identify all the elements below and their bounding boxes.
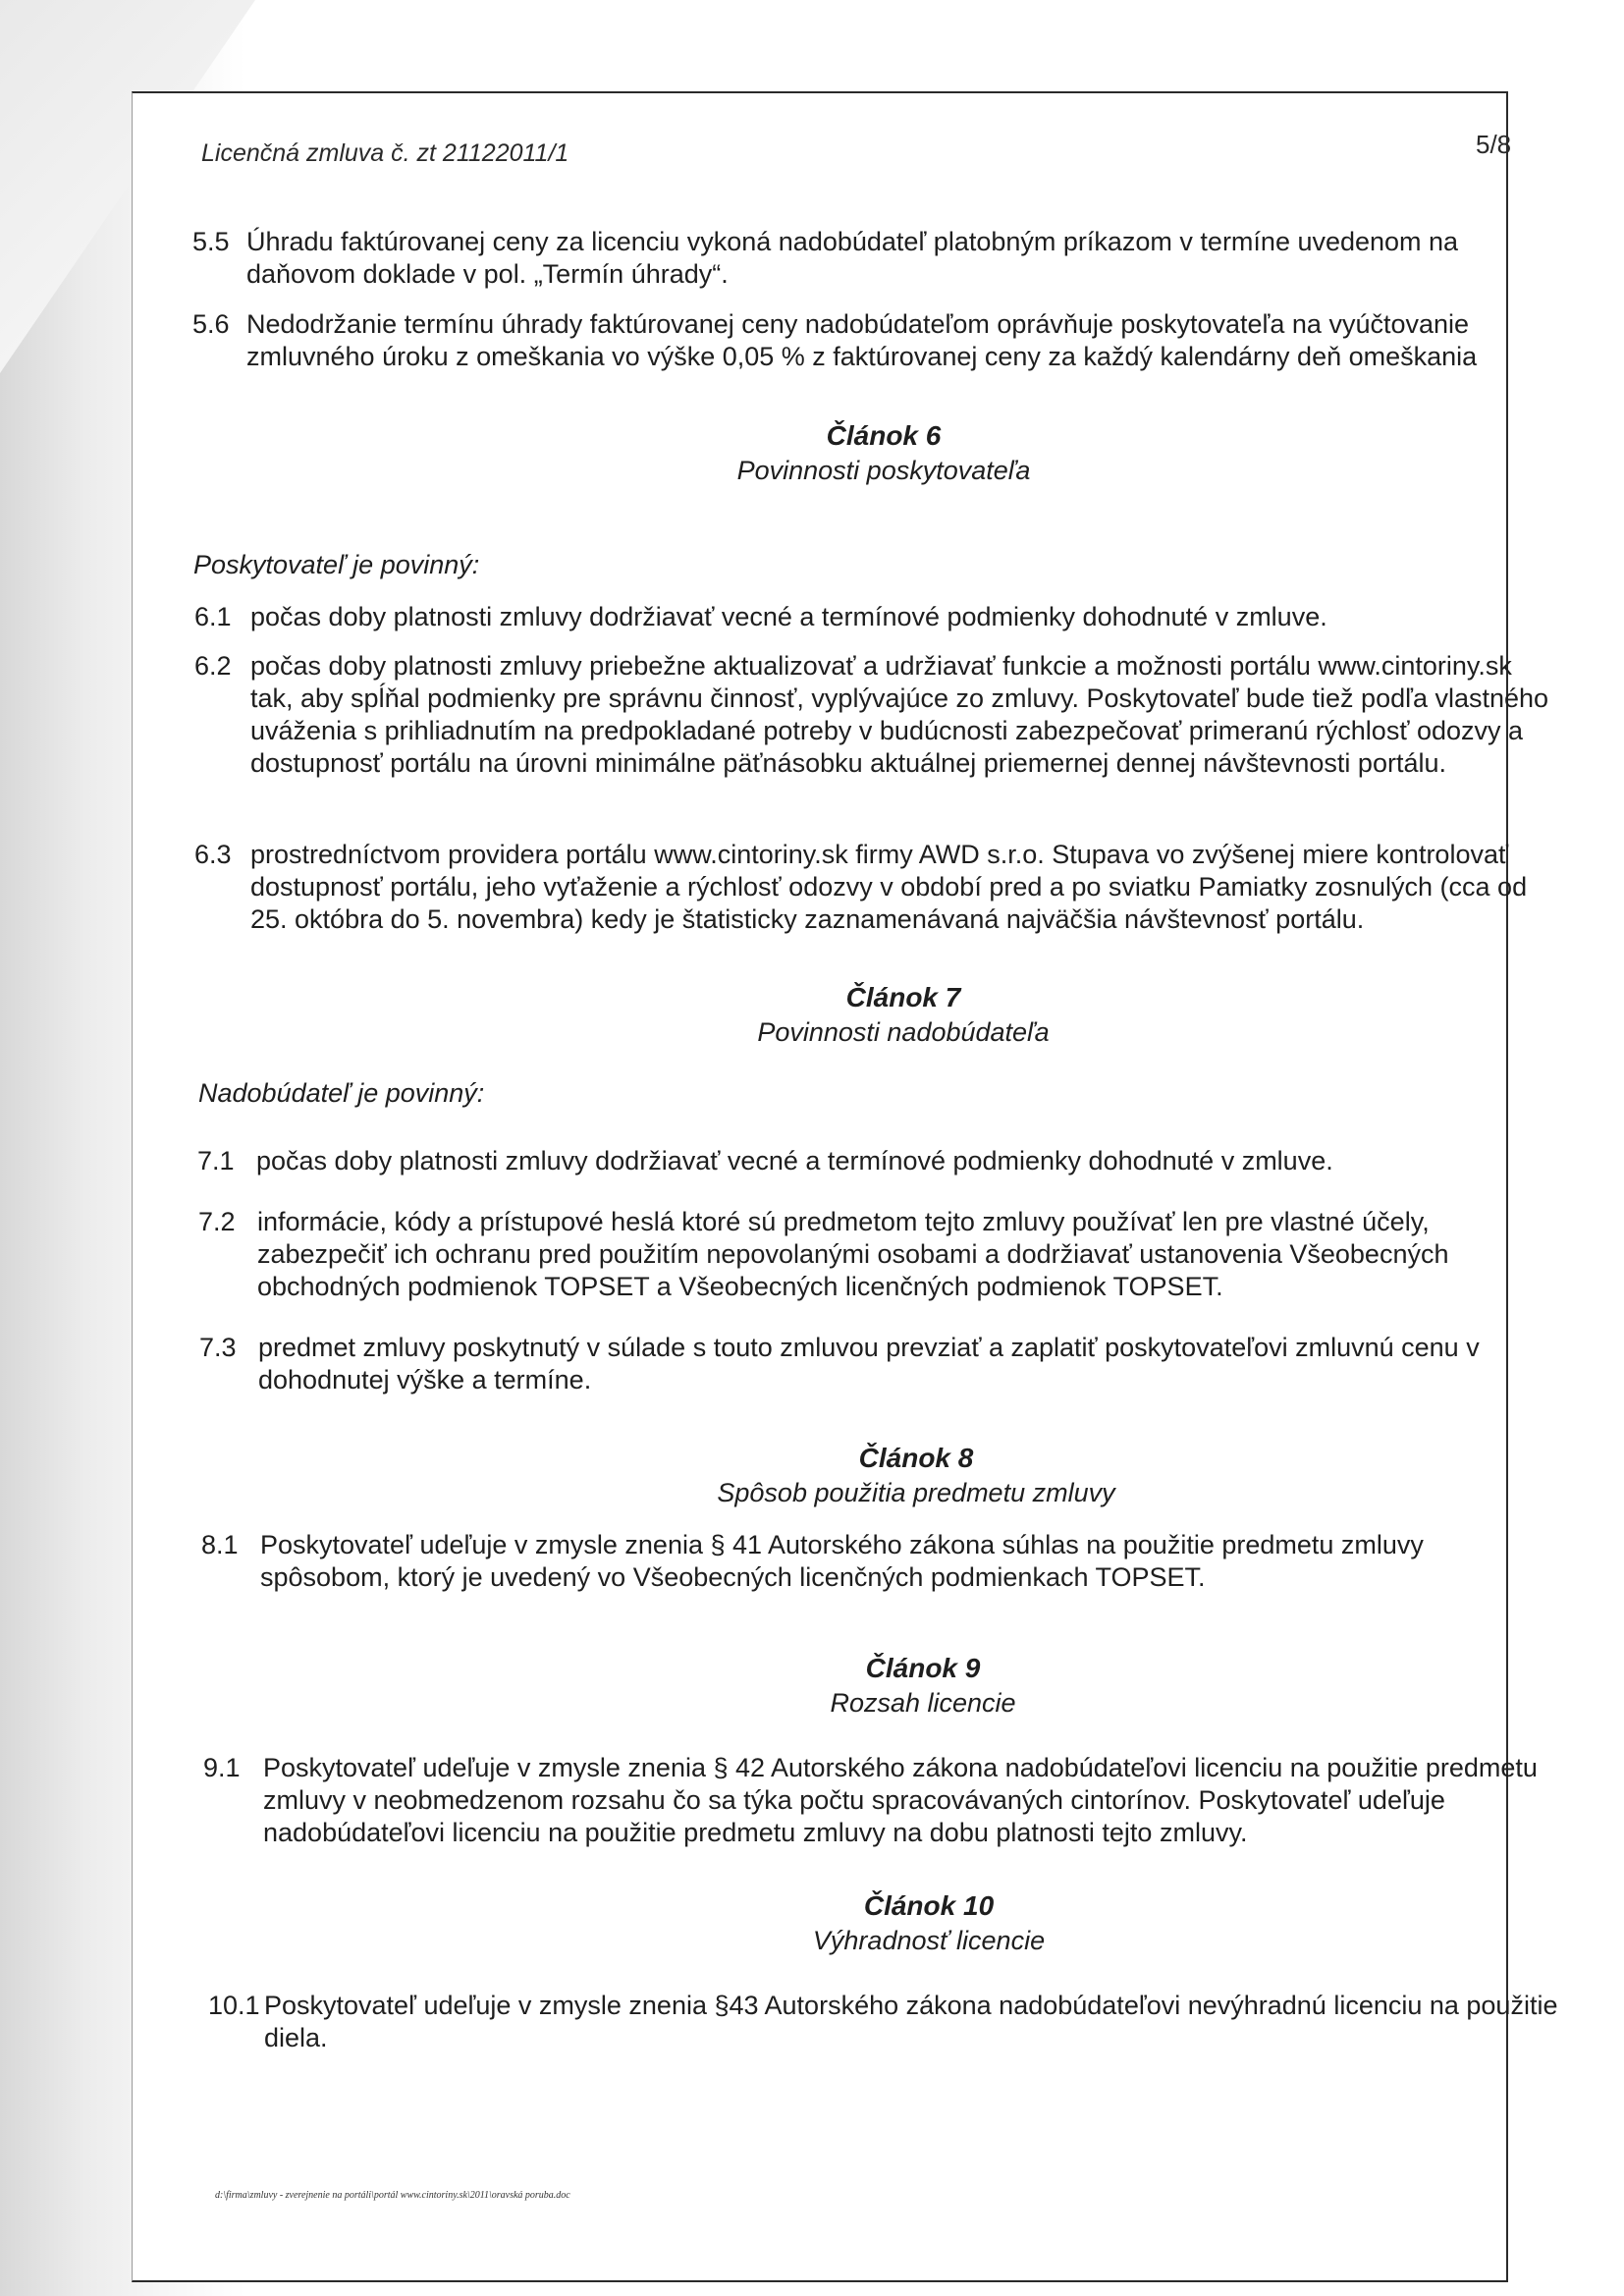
clause-6-1 <box>194 601 1549 633</box>
article-8-subtitle: Spôsob použitia predmetu zmluvy <box>717 1478 1115 1507</box>
clause-5-5 <box>192 226 1547 291</box>
article-6-party: Poskytovateľ je povinný: <box>193 550 480 579</box>
article-7-title: Článok 7 <box>845 982 961 1012</box>
clause-number: 10.1 <box>208 1991 260 2020</box>
clause-text: počas doby platnosti zmluvy dodržiavať vecné a termínové podmienky dohodnuté v zmluve. <box>256 1146 1333 1175</box>
clause-number: 8.1 <box>201 1530 239 1559</box>
clause-number: 9.1 <box>203 1753 241 1782</box>
clause-9-1 <box>203 1752 1558 1849</box>
clause-number: 7.1 <box>197 1146 235 1175</box>
clause-number: 6.2 <box>194 651 232 681</box>
clause-number: 5.5 <box>192 227 230 256</box>
clause-7-3 <box>199 1332 1554 1396</box>
clause-number: 6.1 <box>194 602 232 631</box>
clause-5-6 <box>192 308 1547 373</box>
clause-number: 6.3 <box>194 840 232 869</box>
page-number: 5/8 <box>1476 130 1512 159</box>
article-7-party: Nadobúdateľ je povinný: <box>198 1078 485 1108</box>
clause-number: 7.2 <box>198 1207 236 1236</box>
footer-file-path: d:\firma\zmluvy - zverejnenie na portáli\portál www.cintoriny.sk\2011\oravská poruba.doc <box>215 2190 570 2201</box>
clause-6-2 <box>194 650 1549 780</box>
article-10-subtitle: Výhradnosť licencie <box>812 1926 1046 1955</box>
article-6-title: Článok 6 <box>826 420 942 451</box>
clause-text: Nedodržanie termínu úhrady faktúrovanej ceny nadobúdateľom oprávňuje poskytovateľa na vyúčtovanie zmluvného úroku z omeškania vo výške 0,05 % z faktúrovanej ceny za každý kalendárny deň omeškania <box>246 309 1478 371</box>
article-10-title: Článok 10 <box>863 1890 995 1921</box>
clause-text: informácie, kódy a prístupové heslá ktoré sú predmetom tejto zmluvy používať len pre vlastné účely, zabezpečiť ich ochranu pred použitím nepovolanými osobami a dodržiavať ustanovenia Všeobecných obchodných podmienok TOPSET a Všeobecných licenčných podmienok TOPSET. <box>257 1207 1449 1301</box>
article-8-title: Článok 8 <box>858 1443 974 1473</box>
clause-text: Poskytovateľ udeľuje v zmysle znenia § 42 Autorského zákona nadobúdateľovi licenciu na použitie predmetu zmluvy v neobmedzenom rozsahu čo sa týka počtu spracovávaných cintorínov. Poskytovateľ udeľuje nadobúdateľovi licenciu na použitie predmetu zmluvy na dobu platnosti tejto zmluvy. <box>263 1753 1538 1847</box>
clause-6-3 <box>194 839 1549 936</box>
article-9-subtitle: Rozsah licencie <box>830 1688 1016 1718</box>
contract-header-title: Licenčná zmluva č. zt 21122011/1 <box>201 139 569 167</box>
clause-8-1 <box>201 1529 1556 1594</box>
article-6-subtitle: Povinnosti poskytovateľa <box>736 456 1031 485</box>
clause-text: Úhradu faktúrovanej ceny za licenciu vykoná nadobúdateľ platobným príkazom v termíne uvedenom na daňovom doklade v pol. „Termín úhrady“. <box>246 227 1459 289</box>
clause-7-2 <box>198 1206 1553 1303</box>
clause-text: Poskytovateľ udeľuje v zmysle znenia § 41 Autorského zákona súhlas na použitie predmetu zmluvy spôsobom, ktorý je uvedený vo Všeobecných licenčných podmienkach TOPSET. <box>260 1530 1424 1592</box>
clause-number: 5.6 <box>192 309 230 339</box>
clause-10-1 <box>208 1990 1563 2054</box>
clause-text: počas doby platnosti zmluvy dodržiavať vecné a termínové podmienky dohodnuté v zmluve. <box>250 602 1327 631</box>
clause-text: počas doby platnosti zmluvy priebežne aktualizovať a udržiavať funkcie a možnosti portálu www.cintoriny.sk tak, aby spĺňal podmienky pre správnu činnosť, vyplývajúce zo zmluvy. Poskytovateľ bude tiež podľa vlastného uváženia s prihliadnutím na predpokladané potreby v budúcnosti zabezpečovať primeranú rýchlosť odozvy a dostupnosť portálu na úrovni minimálne päťnásobku aktuálnej priemernej dennej návštevnosti portálu. <box>250 651 1549 778</box>
clause-text: prostredníctvom providera portálu www.cintoriny.sk firmy AWD s.r.o. Stupava vo zvýšenej miere kontrolovať dostupnosť portálu, jeho vyťaženie a rýchlosť odozvy v období pred a po sviatku Pamiatky zosnulých (cca od 25. októbra do 5. novembra) kedy je štatisticky zaznamenávaná najväčšia návštevnosť portálu. <box>250 840 1528 934</box>
clause-text: predmet zmluvy poskytnutý v súlade s touto zmluvou prevziať a zaplatiť poskytovateľovi zmluvnú cenu v dohodnutej výške a termíne. <box>258 1333 1480 1394</box>
clause-7-1 <box>197 1145 1552 1177</box>
clause-text: Poskytovateľ udeľuje v zmysle znenia §43 Autorského zákona nadobúdateľovi nevýhradnú licenciu na použitie diela. <box>264 1991 1558 2052</box>
clause-number: 7.3 <box>199 1333 237 1362</box>
article-9-title: Článok 9 <box>865 1653 981 1683</box>
article-7-subtitle: Povinnosti nadobúdateľa <box>757 1017 1050 1047</box>
